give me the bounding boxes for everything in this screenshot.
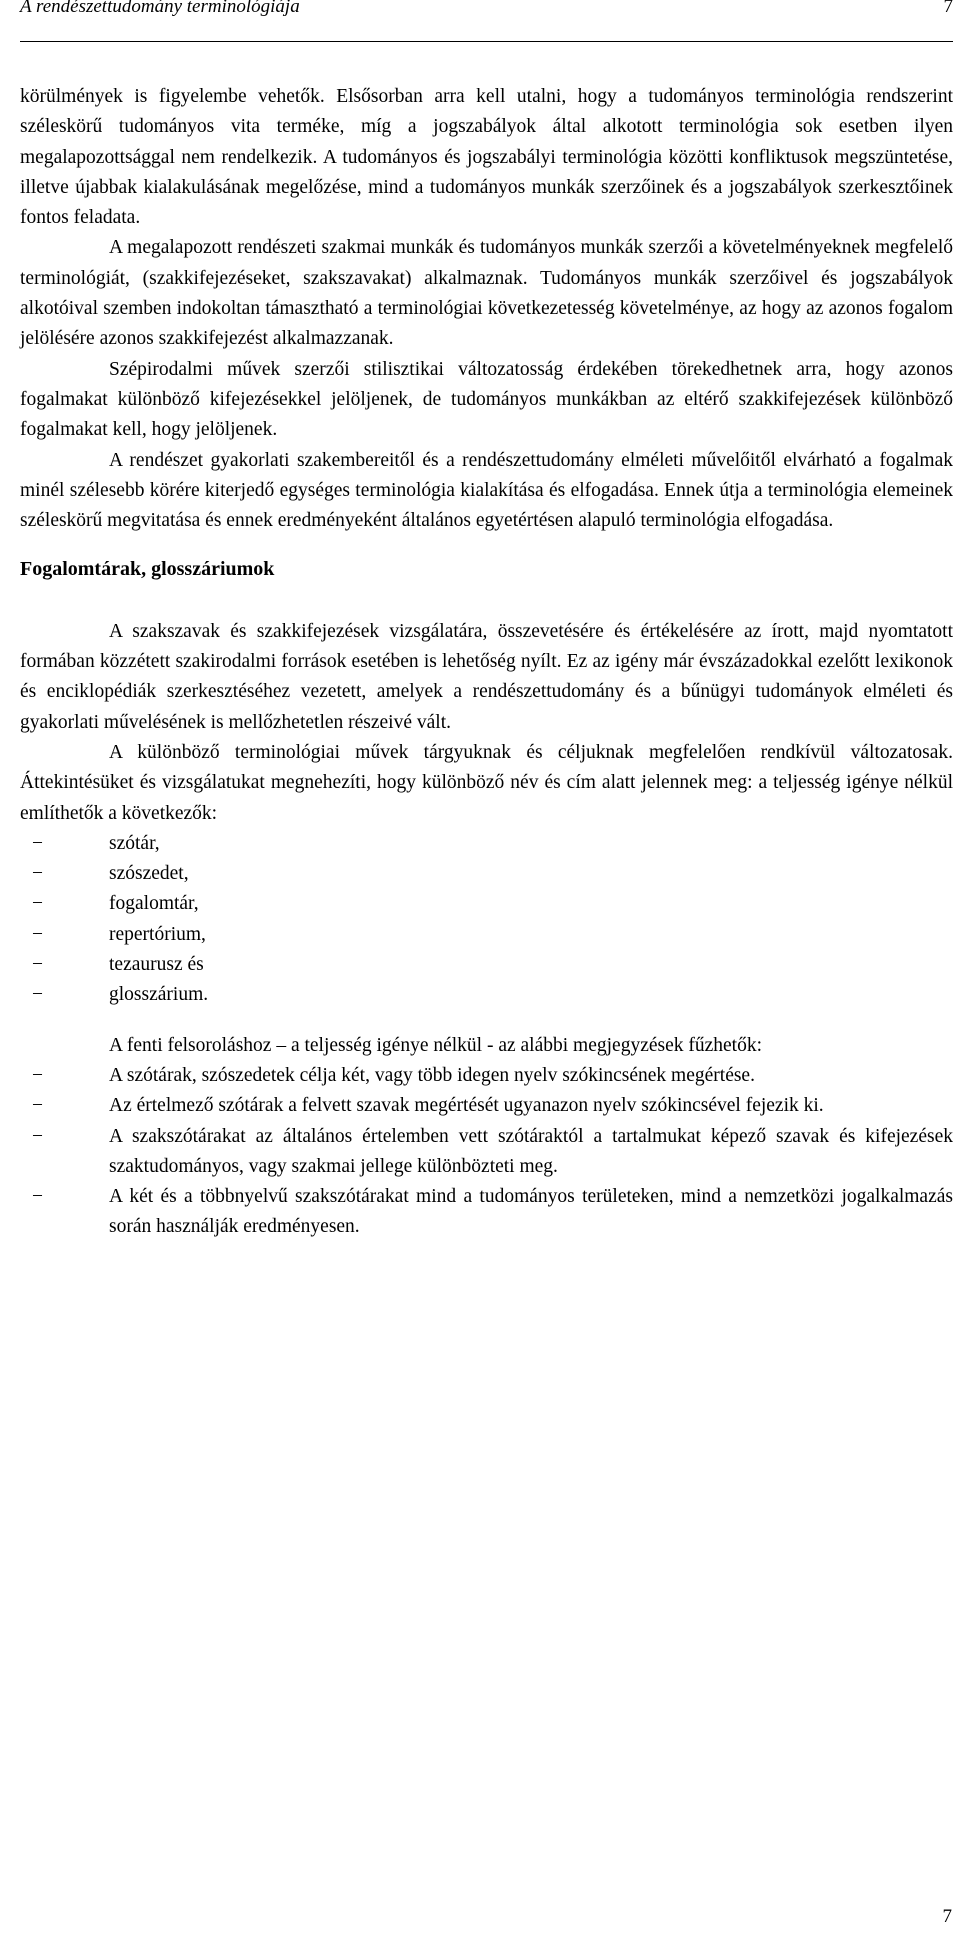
document-body [20, 82, 953, 1243]
list-item: − fogalomtár, [20, 889, 953, 919]
list-item: − szószedet, [20, 859, 953, 889]
remarks-list [20, 1061, 953, 1243]
list-item: − A két és a többnyelvű szakszótárakat mind a tudományos területeken, mind a nemzetközi jogalkalmazás során használják eredményesen. [20, 1182, 953, 1243]
paragraph: A rendészet gyakorlati szakembereitől és a rendészettudomány elméleti művelőitől elvárható a fogalmak minél szélesebb körére kiterjedő egységes terminológia kialakítása és elfogadása. Ennek útja a terminológia elemeinek széleskörű megvitatása és ennek eredményeként általános egyetértésen alapuló terminológia elfogadása. [20, 449, 953, 532]
paragraph: Szépirodalmi művek szerzői stilisztikai változatosság érdekében törekedhetnek arra, hogy azonos fogalmakat különböző kifejezésekkel jelöljenek, de tudományos munkákban az eltérő szakkifejezések különböző fogalmakat kell, hogy jelöljenek. [20, 358, 953, 441]
list-item: − repertórium, [20, 920, 953, 950]
running-title: A rendészettudomány terminológiája [20, 0, 300, 17]
page-header [20, 0, 953, 42]
footer-page-number: 7 [942, 1906, 952, 1927]
list-item: − glosszárium. [20, 980, 953, 1010]
list-item: − Az értelmező szótárak a felvett szavak megértését ugyanazon nyelv szókincsével fejezik ki. [20, 1091, 953, 1121]
list-item: − A szótárak, szószedetek célja két, vagy több idegen nyelv szókincsének megértése. [20, 1061, 953, 1091]
section-heading: Fogalomtárak, glosszáriumok [20, 558, 275, 581]
paragraph: A megalapozott rendészeti szakmai munkák és tudományos munkák szerzői a követelményeknek megfelelő terminológiát, (szakkifejezéseket, szakszavakat) alkalmaznak. Tudományos munkák szerzőivel és jogszabályok alkotóival szemben indokoltan támasztható a terminológiai következetesség követelménye, az hogy az azonos fogalom jelölésére azonos szakkifejezést alkalmazzanak. [20, 237, 953, 350]
header-page-number: 7 [943, 0, 953, 17]
list-item: − A szakszótárakat az általános értelemben vett szótáraktól a tartalmukat képező szavak és kifejezések szaktudományos, vagy szakmai jellege különbözteti meg. [20, 1122, 953, 1183]
list-item: − tezaurusz és [20, 950, 953, 980]
paragraph: A szakszavak és szakkifejezések vizsgálatára, összevetésére és értékelésére az írott, majd nyomtatott formában közzétett szakirodalmi források esetében is lehetőség nyílt. Ez az igény már évszázadokkal ezelőtt lexikonok és enciklopédiák szerkesztéséhez vezetett, amelyek a rendészettudomány és a bűnügyi tudományok elméleti és gyakorlati művelésének is mellőzhetetlen részeivé vált. [20, 620, 953, 733]
paragraph: A fenti felsoroláshoz – a teljesség igénye nélkül - az alábbi megjegyzések fűzhetők: [109, 1034, 763, 1056]
term-list [20, 829, 953, 1011]
paragraph: körülmények is figyelembe vehetők. Elsősorban arra kell utalni, hogy a tudományos terminológia rendszerint széleskörű tudományos vita terméke, míg a jogszabályok által alkotott terminológia sok esetben ilyen megalapozottsággal nem rendelkezik. A tudományos és jogszabályi terminológia közötti konfliktusok megszüntetése, illetve újabbak kialakulásának megelőzése, mind a tudományos munkák szerzőinek és a jogszabályok szerkesztőinek fontos feladata. [20, 86, 953, 229]
list-item: − szótár, [20, 829, 953, 859]
paragraph: A különböző terminológiai művek tárgyuknak és céljuknak megfelelően rendkívül változatosak. Áttekintésüket és vizsgálatukat megnehezíti, hogy különböző név és cím alatt jelennek meg: a teljesség igénye nélkül említhetők a következők: [20, 741, 953, 824]
